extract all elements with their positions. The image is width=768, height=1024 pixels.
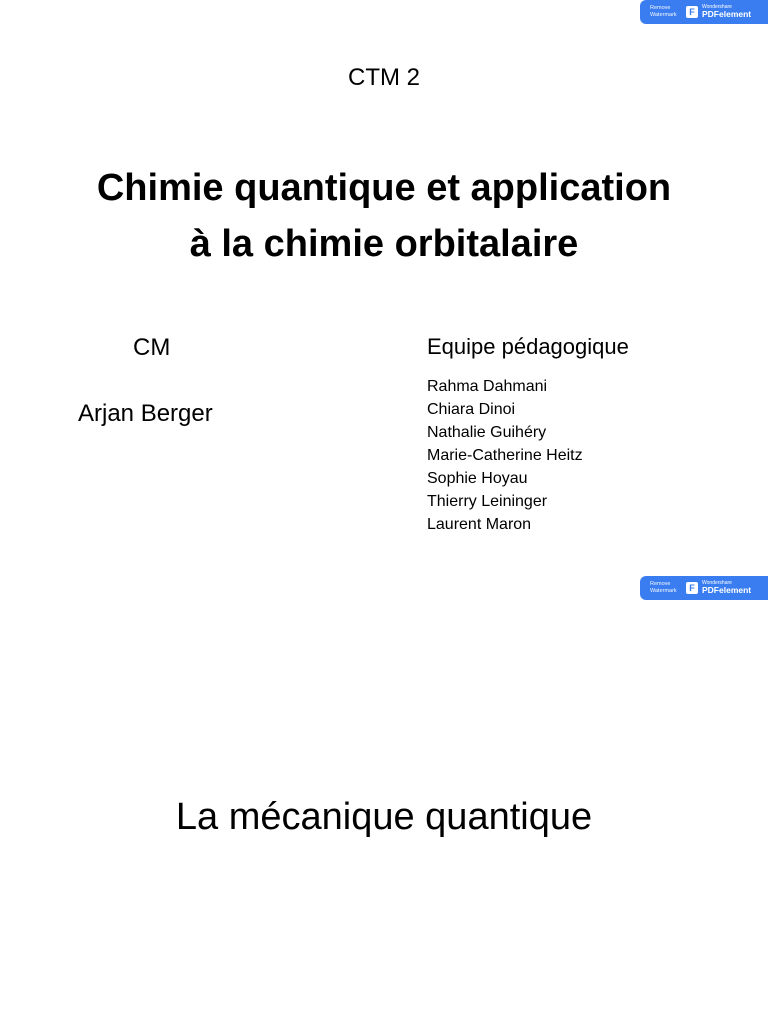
slide-title (0, 160, 768, 272)
remove-watermark-text[interactable]: Remove Watermark (650, 5, 677, 18)
slide-heading: La mécanique quantique (175, 796, 593, 838)
team-member: Sophie Hoyau (427, 470, 528, 487)
team-member: Marie-Catherine Heitz (427, 447, 583, 464)
team-member: Chiara Dinoi (427, 401, 516, 418)
slide-title-line-2: à la chimie orbitalaire (189, 223, 579, 265)
pdfelement-brand: Wondershare PDFelement (702, 4, 752, 20)
slide-2 (0, 576, 768, 1024)
remove-watermark-banner[interactable] (640, 0, 768, 24)
team-member: Nathalie Guihéry (427, 424, 547, 441)
pdfelement-brand: Wondershare PDFelement (702, 580, 752, 596)
course-code: CTM 2 (348, 64, 420, 91)
team-heading: Equipe pédagogique (427, 334, 629, 359)
remove-watermark-text[interactable]: Remove Watermark (650, 581, 677, 594)
pdfelement-logo-icon: F (686, 6, 698, 18)
team-member: Rahma Dahmani (427, 378, 548, 395)
remove-watermark-banner[interactable] (640, 576, 768, 600)
slide-title-line-1: Chimie quantique et application (96, 167, 672, 209)
team-member: Thierry Leininger (427, 493, 548, 510)
pdfelement-logo-icon: F (686, 582, 698, 594)
cm-label: CM (133, 334, 171, 361)
cm-lecturer-name: Arjan Berger (78, 400, 213, 427)
team-member: Laurent Maron (427, 516, 532, 533)
team-list (427, 375, 583, 536)
